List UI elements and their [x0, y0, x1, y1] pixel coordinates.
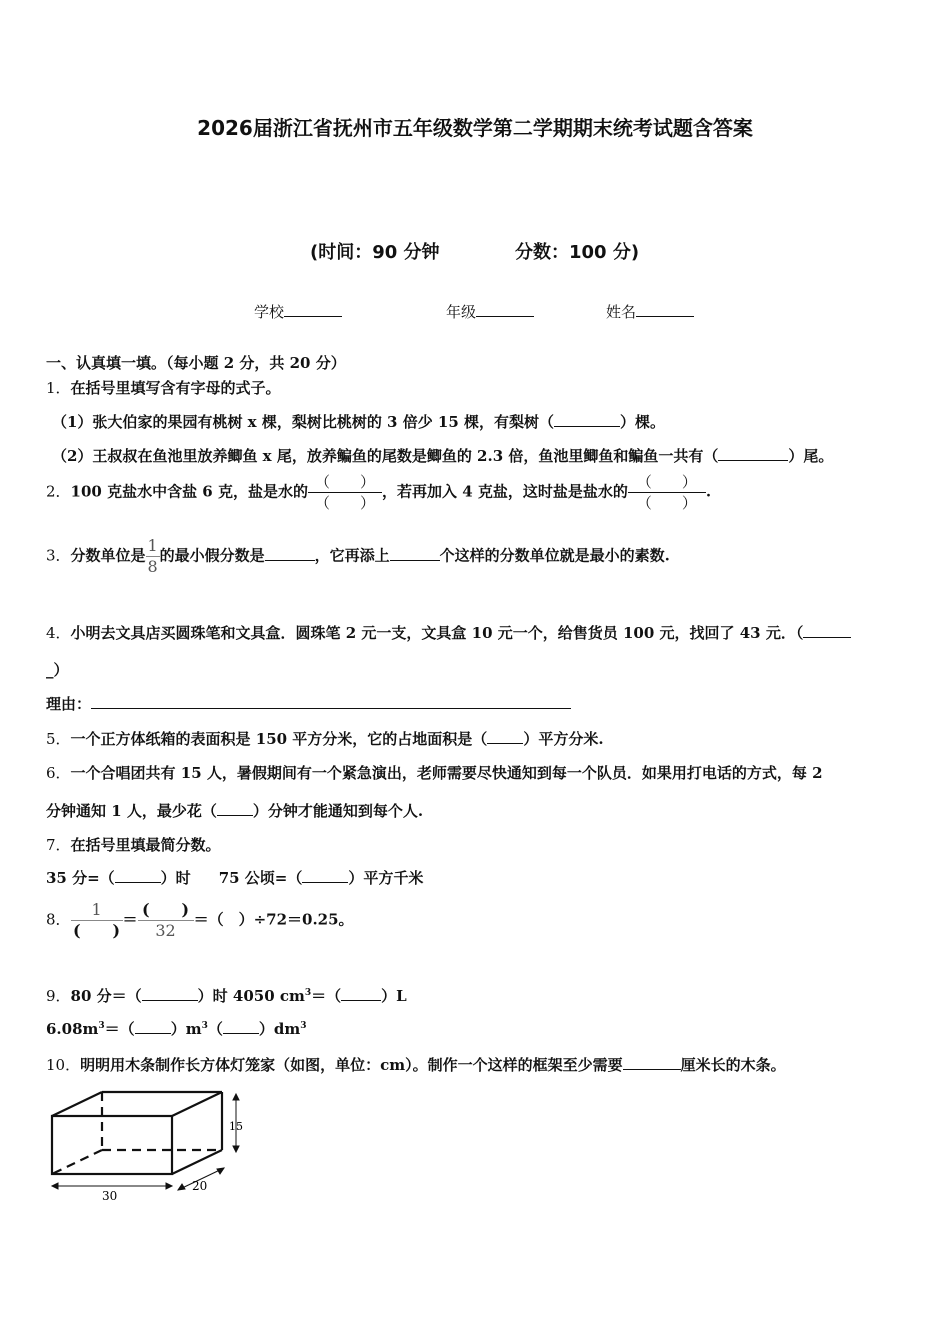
name-label: 姓名	[606, 303, 637, 321]
q7-blank-1[interactable]	[115, 868, 161, 883]
q2-fraction-2[interactable]: $\frac{( )}{( )}$	[628, 472, 706, 513]
q7-blank-2[interactable]	[302, 868, 348, 883]
q10-blank[interactable]	[623, 1055, 681, 1070]
q8-fraction-1[interactable]: $\frac{1}{( )}$	[71, 900, 123, 941]
q1-text: 在括号里填写含有字母的式子。	[70, 379, 281, 397]
q4-reason: 理由：	[46, 693, 571, 714]
q9-blank-1[interactable]	[142, 986, 198, 1001]
question-7-items: 35 分=（ ）时 75 公顷=（ ）平方千米	[46, 869, 424, 887]
q1-p2-blank[interactable]	[718, 446, 788, 461]
question-7: 7．在括号里填最简分数。	[46, 836, 221, 854]
cuboid-figure	[44, 1086, 254, 1204]
q9-blank-4[interactable]	[223, 1019, 259, 1034]
question-10: 10．明明用木条制作长方体灯笼家（如图，单位：cm）。制作一个这样的框架至少需要 厘米长的木条。	[46, 1056, 786, 1074]
grade-blank[interactable]	[476, 302, 534, 317]
question-1-part-2: （2）王叔叔在鱼池里放养鲫鱼 x 尾，放养鳊鱼的尾数是鲫鱼的 2.3 倍，鱼池里鲫鱼和鳊鱼一共有（ ）尾。	[52, 447, 834, 465]
exam-score: 分数：100 分)	[515, 242, 640, 263]
question-9-line-2: $6.08m^3=$（ ）$m^3$（ ）$dm^3$	[46, 1020, 307, 1038]
question-9: 9．80 分＝（ ）时 4050 $cm^3=$（ ）L	[46, 987, 407, 1005]
question-6-line-2: 分钟通知 1 人，最少花（ ）分钟才能通知到每个人.	[46, 802, 424, 820]
q5-blank[interactable]	[487, 729, 523, 744]
q9-blank-2[interactable]	[341, 986, 381, 1001]
question-2: 2．100 克盐水中含盐 6 克，盐是水的 $\frac{( )}{( )}$ ，若再加入 4 克盐，这时盐是盐水的 $\frac{( )}{( )}$ .	[46, 473, 712, 512]
q2-fraction-1[interactable]: $\frac{( )}{( )}$	[308, 472, 382, 513]
q8-fraction-2[interactable]: $\frac{( )}{32}$	[138, 900, 194, 941]
q3-blank-2[interactable]	[390, 546, 440, 561]
name-field[interactable]	[606, 301, 694, 322]
question-5: 5．一个正方体纸箱的表面积是 150 平方分米，它的占地面积是（ ）平方分米.	[46, 730, 604, 748]
height-label: 15	[229, 1120, 243, 1133]
exam-time: (时间：90 分钟	[310, 242, 440, 263]
question-6: 6．一个合唱团共有 15 人，暑假期间有一个紧急演出，老师需要尽快通知到每一个队员．如果用打电话的方式，每 2	[46, 764, 823, 782]
school-field[interactable]	[254, 301, 342, 322]
question-8: 8． $\frac{1}{( )}$ ＝ $\frac{( )}{32}$ ＝（ ）÷72＝0.25。	[46, 900, 354, 940]
page-title: 2026届浙江省抚州市五年级数学第二学期期末统考试题含答案	[197, 116, 753, 140]
q1-p1-blank[interactable]	[554, 412, 620, 427]
q4-line-end: _）	[46, 661, 69, 679]
school-label: 学校	[254, 303, 285, 321]
grade-label: 年级	[446, 303, 477, 321]
q3-fraction: $\frac{1}{8}$	[147, 536, 158, 576]
section-1-heading: 一、认真填一填。（每小题 2 分，共 20 分）	[46, 354, 346, 372]
q9-blank-3[interactable]	[135, 1019, 171, 1034]
q4-judge-blank[interactable]	[803, 623, 851, 638]
question-3: 3．分数单位是 $\frac{1}{8}$ 的最小假分数是 ，它再添上 个这样的分数单位就是最小的素数.	[46, 536, 670, 576]
name-blank[interactable]	[636, 302, 694, 317]
q3-blank-1[interactable]	[265, 546, 315, 561]
width-label: 20	[192, 1179, 208, 1193]
q1-number: 1．	[46, 379, 71, 397]
question-4: 4．小明去文具店买圆珠笔和文具盒．圆珠笔 2 元一支，文具盒 10 元一个，给售货员 100 元，找回了 43 元．（	[46, 622, 851, 643]
question-1	[46, 377, 281, 398]
question-1-part-1: （1）张大伯家的果园有桃树 x 棵，梨树比桃树的 3 倍少 15 棵，有梨树（ ）棵。	[52, 413, 666, 431]
length-label: 30	[102, 1189, 118, 1203]
school-blank[interactable]	[284, 302, 342, 317]
q6-blank[interactable]	[217, 801, 253, 816]
grade-field[interactable]	[446, 301, 534, 322]
q4-reason-blank[interactable]	[91, 694, 571, 709]
